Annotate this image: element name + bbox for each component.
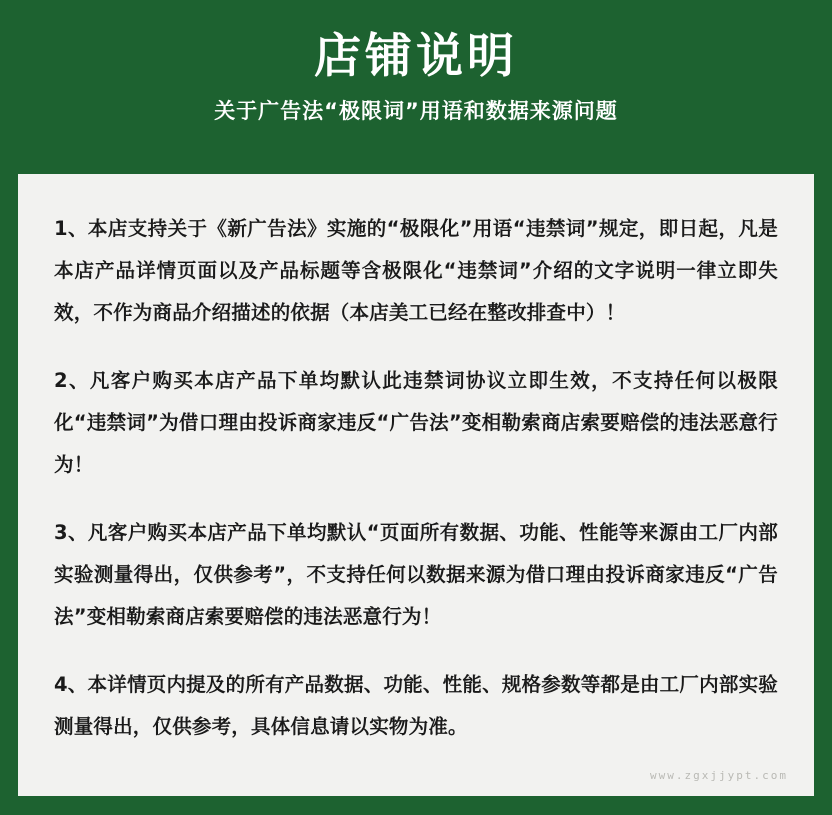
- notice-paragraph-1: 1、本店支持关于《新广告法》实施的“极限化”用语“违禁词”规定，即日起，凡是本店产品详情页面以及产品标题等含极限化“违禁词”介绍的文字说明一律立即失效，不作为商品介绍描述的依据（本店美工已经在整改排查中）！: [54, 217, 778, 324]
- notice-card: [18, 174, 814, 796]
- notice-paragraph-2: 2、凡客户购买本店产品下单均默认此违禁词协议立即生效，不支持任何以极限化“违禁词”为借口理由投诉商家违反“广告法”变相勒索商店索要赔偿的违法恶意行为！: [54, 369, 778, 476]
- page-header: [0, 0, 832, 128]
- notice-paragraph-3: 3、凡客户购买本店产品下单均默认“页面所有数据、功能、性能等来源由工厂内部实验测量得出，仅供参考”，不支持任何以数据来源为借口理由投诉商家违反“广告法”变相勒索商店索要赔偿的违法恶意行为！: [54, 521, 778, 628]
- watermark-text: www.zgxjjypt.com: [650, 769, 788, 782]
- page-subtitle: 关于广告法“极限词”用语和数据来源问题: [214, 99, 618, 123]
- notice-paragraph-4: 4、本详情页内提及的所有产品数据、功能、性能、规格参数等都是由工厂内部实验测量得出，仅供参考，具体信息请以实物为准。: [54, 673, 778, 738]
- page-title: 店铺说明: [314, 29, 518, 84]
